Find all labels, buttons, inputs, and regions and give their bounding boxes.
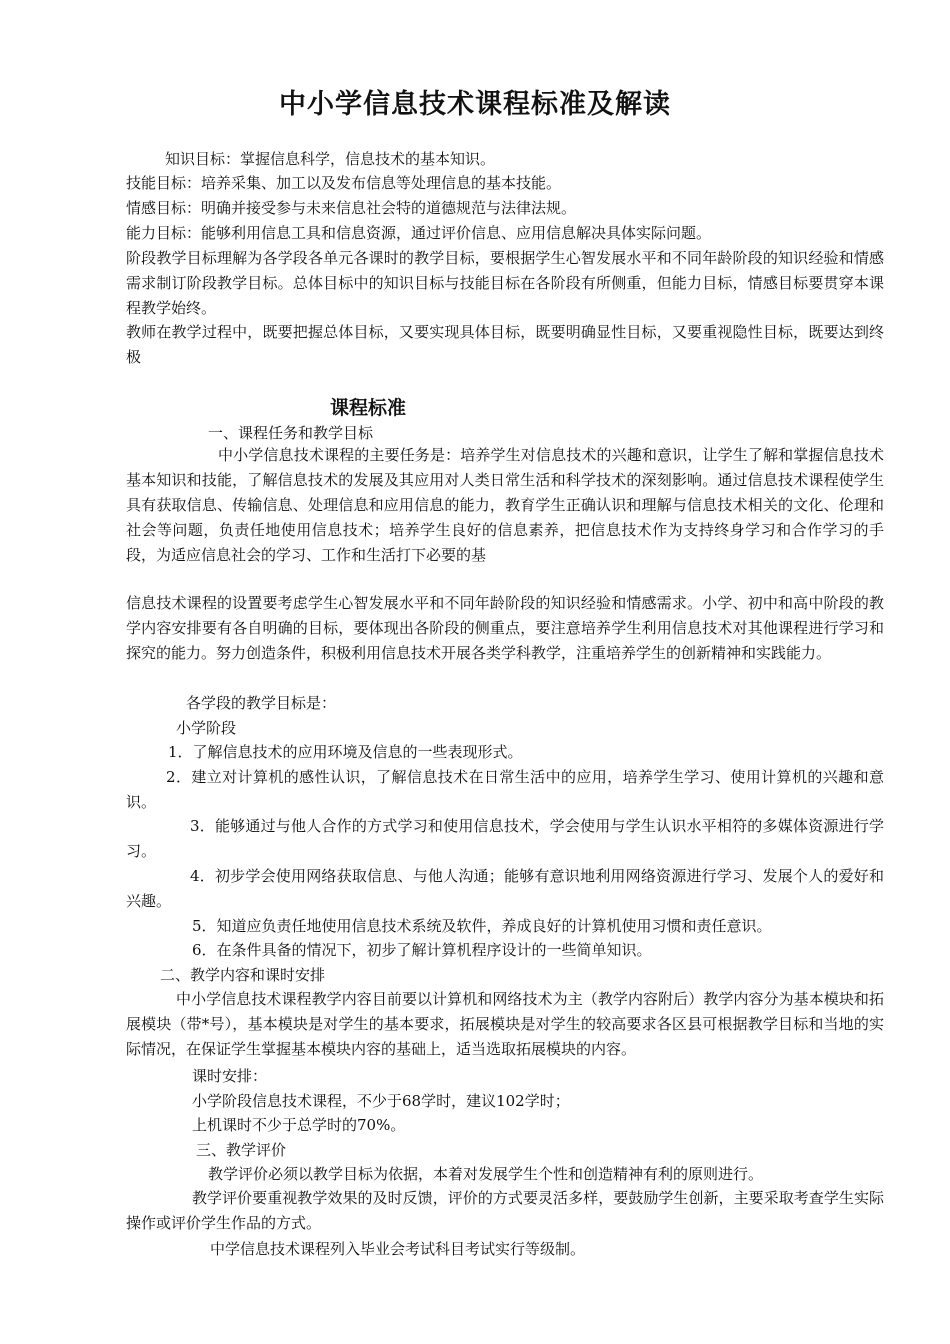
list-item-6: 6．在条件具备的情况下，初步了解计算机程序设计的一些简单知识。 — [192, 941, 652, 959]
list-item-5: 5．知道应负责任地使用信息技术系统及软件，养成良好的计算机使用习惯和责任意识。 — [192, 917, 772, 935]
hours-label: 课时安排： — [192, 1067, 268, 1085]
section-heading-2: 二、教学内容和课时安排 — [160, 966, 326, 984]
evaluation-line-3: 中学信息技术课程列入毕业会考试科目考试实行等级制。 — [210, 1240, 586, 1258]
content-paragraph: 中小学信息技术课程教学内容目前要以计算机和网络技术为主（教学内容附后）教学内容分为基本模块和拓展模块（带*号），基本模块是对学生的基本要求，拓展模块是对学生的较高要求各区县可根据教学目标和当地的实际情况，在保证学生掌握基本模块内容的基础上，适当选取拓展模块的内容。 — [126, 990, 884, 1058]
goal-ability: 能力目标：能够利用信息工具和信息资源，通过评价信息、应用信息解决具体实际问题。 — [126, 224, 712, 242]
task-paragraph: 中小学信息技术课程的主要任务是：培养学生对信息技术的兴趣和意识，让学生了解和掌握信息技术基本知识和技能，了解信息技术的发展及其应用对人类日常生活和科学技术的深刻影响。通过信息技术课程使学生具有获取信息、传输信息、处理信息和应用信息的能力，教育学生正确认识和理解与信息技术相关的文化、伦理和社会等问题，负责任地使用信息技术；培养学生良好的信息素养，把信息技术作为支持终身学习和合作学习的手段，为适应信息社会的学习、工作和生活打下必要的基 — [126, 446, 884, 564]
setup-paragraph: 信息技术课程的设置要考虑学生心智发展水平和不同年龄阶段的知识经验和情感需求。小学、初中和高中阶段的教学内容安排要有各自明确的目标，要体现出各阶段的侧重点，要注意培养学生利用信息技术对其他课程进行学习和探究的能力。努力创造条件，积极利用信息技术开展各类学科教学，注重培养学生的创新精神和实践能力。 — [126, 594, 884, 662]
hours-primary: 小学阶段信息技术课程，不少于68学时，建议102学时； — [192, 1092, 570, 1110]
evaluation-line-1: 教学评价必须以教学目标为依据，本着对发展学生个性和创造精神有利的原则进行。 — [208, 1165, 764, 1183]
section-heading-3: 三、教学评价 — [196, 1141, 287, 1159]
section-heading-standard: 课程标准 — [330, 397, 407, 419]
teacher-paragraph: 教师在教学过程中，既要把握总体目标，又要实现具体目标，既要明确显性目标，又要重视隐性目标，既要达到终极 — [126, 323, 884, 366]
list-item-4: 4．初步学会使用网络获取信息、与他人沟通；能够有意识地利用网络资源进行学习、发展个人的爱好和兴趣。 — [126, 867, 884, 910]
list-item-1: 1．了解信息技术的应用环境及信息的一些表现形式。 — [168, 743, 523, 761]
goal-knowledge: 知识目标：掌握信息科学，信息技术的基本知识。 — [165, 150, 496, 168]
list-item-2: 2．建立对计算机的感性认识，了解信息技术在日常生活中的应用，培养学生学习、使用计算机的兴趣和意识。 — [126, 768, 884, 811]
goal-skill: 技能目标：培养采集、加工以及发布信息等处理信息的基本技能。 — [126, 174, 562, 192]
hours-lab: 上机课时不少于总学时的70%。 — [192, 1116, 406, 1134]
page-title: 中小学信息技术课程标准及解读 — [279, 89, 671, 120]
goal-emotion: 情感目标：明确并接受参与未来信息社会特的道德规范与法律法规。 — [126, 199, 577, 217]
list-item-3: 3．能够通过与他人合作的方式学习和使用信息技术，学会使用与学生认识水平相符的多媒体资源进行学习。 — [126, 817, 884, 860]
stage-goals-label: 各学段的教学目标是： — [186, 694, 337, 712]
evaluation-paragraph-2: 教学评价要重视教学效果的及时反馈，评价的方式要灵活多样，要鼓励学生创新，主要采取考查学生实际操作或评价学生作品的方式。 — [126, 1189, 884, 1232]
primary-stage-label: 小学阶段 — [176, 719, 237, 737]
section-heading-1: 一、课程任务和教学目标 — [208, 424, 374, 442]
stage-goal-paragraph: 阶段教学目标理解为各学段各单元各课时的教学目标，要根据学生心智发展水平和不同年龄阶段的知识经验和情感需求制订阶段教学目标。总体目标中的知识目标与技能目标在各阶段有所侧重，但能力目标，情感目标要贯穿本课程教学始终。 — [126, 249, 884, 317]
